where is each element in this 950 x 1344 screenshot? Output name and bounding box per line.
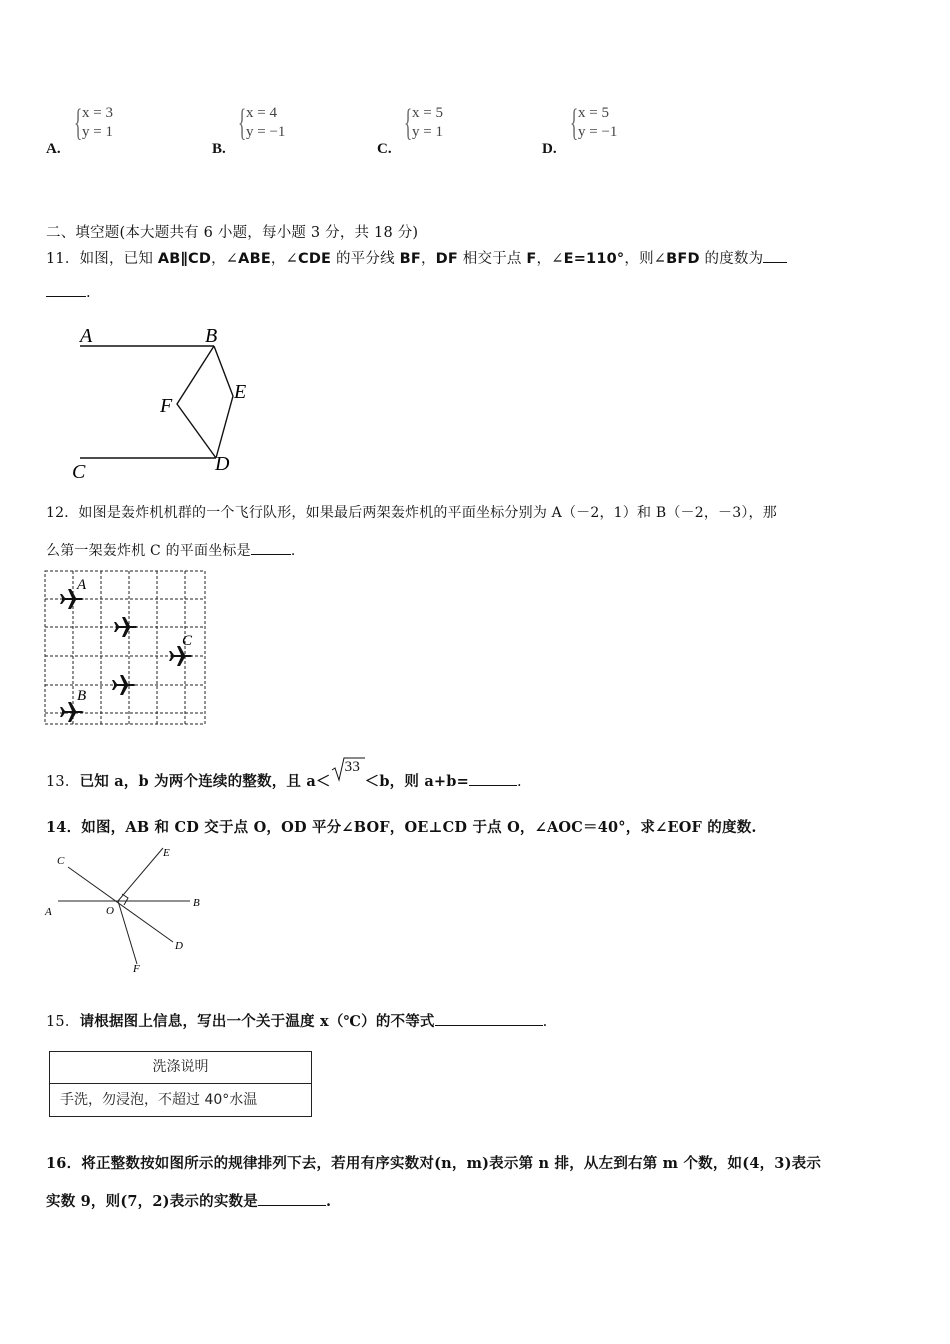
label-c: C [57, 855, 65, 867]
brace-icon: { [570, 102, 579, 144]
answer-blank[interactable] [469, 784, 517, 786]
question-12: 12．如图是轰炸机机群的一个飞行队形，如果最后两架轰炸机的平面坐标分别为 A（－2，1）和 B（－2，－3），那 [46, 505, 777, 521]
question-15: 15．请根据图上信息，写出一个关于温度 x（℃）的不等式 . [46, 1013, 548, 1030]
label-f: F [160, 395, 173, 417]
sqrt-33: 33 [331, 768, 365, 786]
lines-be-de [214, 346, 233, 458]
question-11-cont: . [46, 285, 91, 301]
option-letter: C. [377, 141, 392, 157]
brace-icon: { [238, 102, 247, 144]
bisectors-bf-df [177, 346, 216, 458]
answer-blank[interactable] [258, 1204, 326, 1206]
question-16: 16．将正整数按如图所示的规律排列下去，若用有序实数对(n，m)表示第 n 排，从左到右第 m 个数，如(4，3)表示 [46, 1155, 822, 1172]
label-d: D [175, 940, 183, 952]
answer-blank[interactable] [46, 295, 86, 297]
label-b: B [205, 325, 218, 347]
label-b: B [193, 897, 200, 909]
plane-icon [114, 617, 138, 637]
option-letter: A. [46, 141, 61, 157]
plane-icon-c [169, 646, 193, 666]
section-title: 二、填空题(本大题共有 6 小题，每小题 3 分，共 18 分) [46, 225, 419, 241]
label-a: A [80, 325, 93, 347]
brace-icon: { [404, 102, 413, 144]
label-c: C [182, 633, 193, 649]
answer-blank[interactable] [763, 261, 787, 263]
ray-of [118, 901, 137, 964]
label-e: E [163, 847, 170, 859]
answer-blank[interactable] [251, 553, 291, 555]
label-e: E [234, 381, 247, 403]
ray-oe [118, 848, 163, 901]
label-d: D [215, 453, 230, 475]
equation-system-d: { x = 5 y = −1 [570, 102, 618, 144]
option-letter: D. [542, 141, 557, 157]
plane-icon [112, 675, 136, 695]
figure-12-formation-grid [44, 570, 208, 727]
equation-system-a: { x = 3 y = 1 [74, 102, 113, 144]
label-o: O [106, 905, 114, 917]
question-14: 14．如图，AB 和 CD 交于点 O，OD 平分∠BOF，OE⊥CD 于点 O，∠AOC＝40°，求∠EOF 的度数. [46, 819, 757, 836]
question-12-cont: 么第一架轰炸机 C 的平面坐标是 . [46, 543, 296, 559]
brace-icon: { [74, 102, 83, 144]
answer-blank[interactable] [435, 1024, 543, 1026]
equation-system-c: { x = 5 y = 1 [404, 102, 443, 144]
washing-instructions-label [49, 1051, 312, 1117]
figure-14 [40, 842, 210, 977]
label-a: A [45, 906, 52, 918]
plane-icon-b [60, 702, 84, 722]
label-c: C [72, 461, 86, 483]
option-letter: B. [212, 141, 226, 157]
washing-instructions-text: 手洗，勿浸泡，不超过 40°水温 [60, 1092, 258, 1108]
washing-instructions-title: 洗涤说明 [50, 1052, 311, 1084]
question-11: 11．如图，已知 AB∥CD，∠ABE，∠CDE 的平分线 BF，DF 相交于点 F，∠E=110°，则∠BFD 的度数为 [46, 247, 787, 268]
line-cd [68, 867, 173, 942]
question-13: 13．已知 a，b 为两个连续的整数，且 a＜ 33 ＜b，则 a+b= . [46, 768, 522, 791]
label-a: A [77, 577, 87, 593]
figure-11 [60, 318, 260, 488]
label-f: F [133, 963, 140, 975]
label-b: B [77, 688, 87, 704]
equation-system-b: { x = 4 y = −1 [238, 102, 286, 144]
question-16-cont: 实数 9，则(7，2)表示的实数是 . [46, 1193, 332, 1210]
